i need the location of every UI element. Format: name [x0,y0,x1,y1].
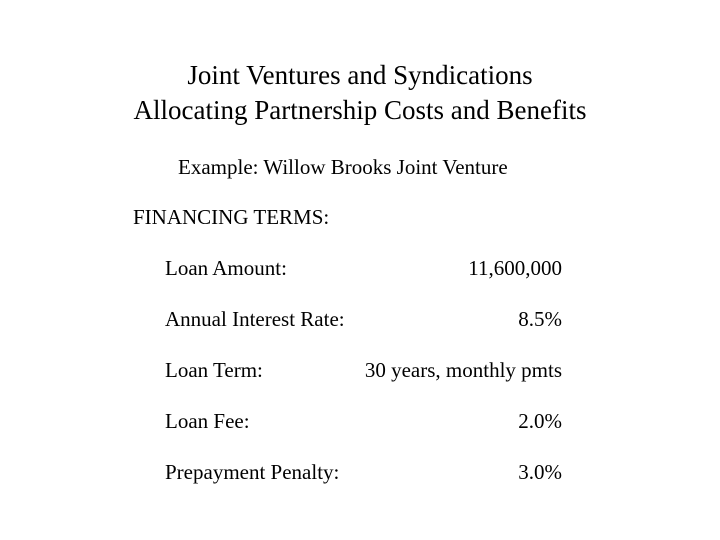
term-label: Loan Fee: [165,409,250,433]
term-label: Annual Interest Rate: [165,307,345,331]
term-value: 2.0% [518,409,562,433]
term-value: 3.0% [518,460,562,484]
slide-title: Joint Ventures and Syndications [187,60,533,90]
term-value: 30 years, monthly pmts [364,358,562,382]
example-heading: Example: Willow Brooks Joint Venture [178,155,508,179]
term-row-loan-term [165,358,562,386]
term-row-loan-amount [165,256,562,284]
term-label: Loan Term: [165,358,263,382]
slide-subtitle: Allocating Partnership Costs and Benefits [133,95,587,125]
term-label: Prepayment Penalty: [165,460,340,484]
term-label: Loan Amount: [165,256,287,280]
term-row-annual-interest-rate [165,307,562,335]
term-value: 8.5% [518,307,562,331]
term-row-loan-fee [165,409,562,437]
financing-terms-heading: FINANCING TERMS: [133,205,330,229]
term-row-prepayment-penalty [165,460,562,488]
term-value: 11,600,000 [468,256,562,280]
